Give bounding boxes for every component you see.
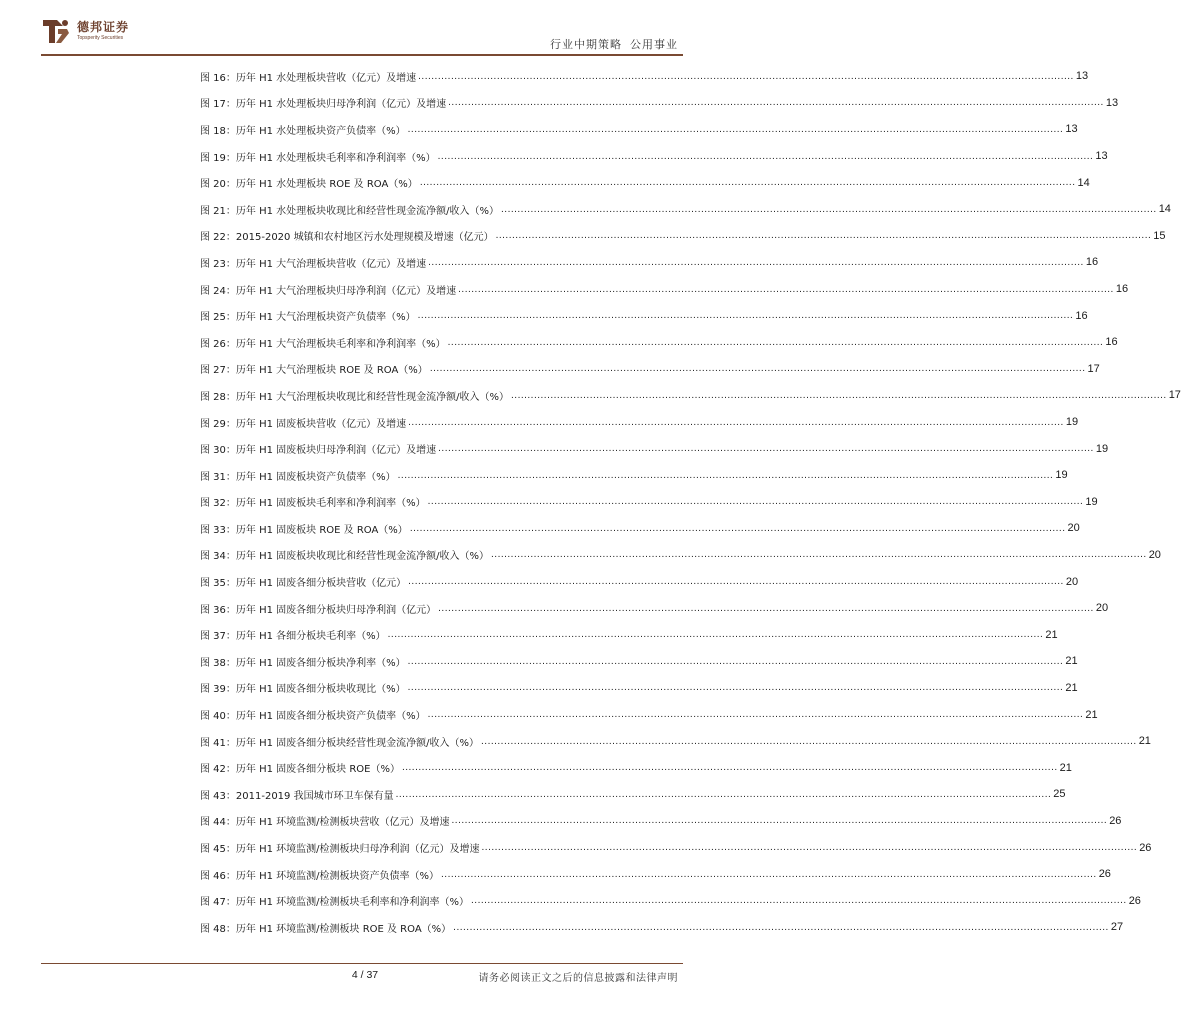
toc-entry-page: 25	[1053, 788, 1066, 801]
toc-leader-dots: ........................................................................................................................................................................................................	[407, 682, 1064, 694]
toc-entry-label: 图 32：历年 H1 固废板块毛利率和净利润率（%）	[200, 498, 426, 510]
toc-entry-label: 图 36：历年 H1 固废各细分板块归母净利润（亿元）	[200, 604, 437, 616]
toc-entry[interactable]	[200, 542, 1161, 569]
toc-entry-page: 16	[1075, 309, 1088, 322]
toc-entry-page: 20	[1065, 575, 1079, 588]
figure-list	[200, 63, 1181, 941]
company-name-en: Topsperity Securities	[77, 35, 124, 41]
toc-leader-dots: ........................................................................................................................................................................................................	[408, 576, 1064, 588]
toc-entry-label: 图 45：历年 H1 环境监测/检测板块归母净利润（亿元）及增速	[200, 844, 480, 856]
toc-entry[interactable]	[200, 595, 1109, 622]
toc-entry[interactable]	[200, 515, 1080, 542]
toc-entry-label: 图 19：历年 H1 水处理板块毛利率和净利润率（%）	[200, 152, 436, 164]
toc-entry-page: 21	[1059, 761, 1072, 774]
toc-entry-label: 图 33：历年 H1 固废板块 ROE 及 ROA（%）	[200, 524, 408, 536]
toc-entry-page: 21	[1065, 655, 1078, 668]
toc-entry[interactable]	[200, 489, 1098, 516]
toc-entry-page: 13	[1105, 96, 1119, 109]
toc-entry[interactable]	[200, 754, 1072, 781]
toc-entry-label: 图 43：2011-2019 我国城市环卫车保有量	[200, 790, 394, 802]
toc-leader-dots: ........................................................................................................................................................................................................	[481, 735, 1137, 747]
toc-entry-page: 27	[1110, 921, 1124, 934]
toc-leader-dots: ........................................................................................................................................................................................................	[428, 256, 1084, 268]
toc-entry-page: 13	[1095, 150, 1108, 163]
toc-leader-dots: ........................................................................................................................................................................................................	[458, 283, 1114, 295]
report-header-label	[550, 36, 678, 52]
toc-leader-dots: ........................................................................................................................................................................................................	[407, 655, 1064, 667]
toc-entry-label: 图 31：历年 H1 固废板块资产负债率（%）	[200, 471, 396, 483]
toc-leader-dots: ........................................................................................................................................................................................................	[419, 177, 1076, 189]
toc-entry-page: 20	[1067, 522, 1080, 535]
toc-entry-page: 16	[1115, 283, 1129, 296]
toc-entry-page: 21	[1045, 628, 1058, 641]
toc-entry-page: 20	[1095, 602, 1109, 615]
toc-entry-label: 图 41：历年 H1 固废各细分板块经营性现金流净额/收入（%）	[200, 737, 480, 749]
toc-entry-page: 26	[1139, 841, 1152, 854]
toc-entry-label: 图 47：历年 H1 环境监测/检测板块毛利率和净利润率（%）	[200, 897, 470, 909]
toc-entry-page: 19	[1095, 442, 1109, 455]
page-number: 4 / 37	[351, 969, 379, 981]
toc-entry[interactable]	[200, 914, 1124, 941]
company-logo-mark-icon	[41, 16, 71, 46]
toc-leader-dots: ........................................................................................................................................................................................................	[437, 150, 1094, 162]
toc-entry[interactable]	[200, 675, 1078, 702]
toc-leader-dots: ........................................................................................................................................................................................................	[427, 496, 1084, 508]
footer-divider	[41, 963, 683, 964]
toc-entry[interactable]	[200, 621, 1058, 648]
toc-entry[interactable]	[200, 302, 1088, 329]
toc-entry[interactable]	[200, 63, 1089, 90]
toc-entry-page: 21	[1065, 681, 1078, 694]
toc-entry[interactable]	[200, 196, 1171, 223]
toc-leader-dots: ........................................................................................................................................................................................................	[441, 868, 1097, 880]
toc-entry-page: 13	[1075, 70, 1089, 83]
toc-leader-dots: ........................................................................................................................................................................................................	[409, 522, 1066, 534]
toc-entry-label: 图 16：历年 H1 水处理板块营收（亿元）及增速	[200, 72, 417, 84]
toc-entry-label: 图 48：历年 H1 环境监测/检测板块 ROE 及 ROA（%）	[200, 923, 452, 935]
toc-entry[interactable]	[200, 435, 1109, 462]
toc-entry-label: 图 44：历年 H1 环境监测/检测板块营收（亿元）及增速	[200, 817, 450, 829]
toc-entry-page: 20	[1148, 548, 1161, 561]
toc-entry-page: 21	[1138, 735, 1151, 748]
toc-entry-label: 图 22：2015-2020 城镇和农村地区污水处理规模及增速（亿元）	[200, 232, 494, 244]
toc-leader-dots: ........................................................................................................................................................................................................	[408, 416, 1064, 428]
toc-entry[interactable]	[200, 462, 1068, 489]
toc-entry-label: 图 39：历年 H1 固废各细分板块收现比（%）	[200, 684, 406, 696]
toc-entry[interactable]	[200, 808, 1122, 835]
toc-entry-label: 图 34：历年 H1 固废板块收现比和经营性现金流净额/收入（%）	[200, 551, 490, 563]
toc-leader-dots: ........................................................................................................................................................................................................	[511, 389, 1167, 401]
toc-entry[interactable]	[200, 169, 1090, 196]
toc-entry[interactable]	[200, 409, 1079, 436]
toc-leader-dots: ........................................................................................................................................................................................................	[418, 70, 1074, 82]
toc-entry[interactable]	[200, 116, 1078, 143]
toc-entry-label: 图 28：历年 H1 大气治理板块收现比和经营性现金流净额/收入（%）	[200, 391, 510, 403]
toc-leader-dots: ........................................................................................................................................................................................................	[453, 921, 1109, 933]
toc-entry-page: 16	[1085, 256, 1099, 269]
toc-leader-dots: ........................................................................................................................................................................................................	[451, 815, 1108, 827]
toc-entry[interactable]	[200, 701, 1098, 728]
toc-entry-label: 图 24：历年 H1 大气治理板块归母净利润（亿元）及增速	[200, 285, 457, 297]
toc-entry-label: 图 26：历年 H1 大气治理板块毛利率和净利润率（%）	[200, 338, 446, 350]
toc-entry-label: 图 29：历年 H1 固废板块营收（亿元）及增速	[200, 418, 407, 430]
toc-leader-dots: ........................................................................................................................................................................................................	[401, 762, 1058, 774]
toc-entry-page: 17	[1168, 389, 1181, 402]
toc-entry-page: 14	[1158, 203, 1171, 216]
toc-entry[interactable]	[200, 90, 1119, 117]
toc-entry[interactable]	[200, 887, 1141, 914]
toc-leader-dots: ........................................................................................................................................................................................................	[417, 310, 1074, 322]
toc-leader-dots: ........................................................................................................................................................................................................	[427, 709, 1084, 721]
toc-entry[interactable]	[200, 356, 1100, 383]
toc-entry[interactable]	[200, 329, 1118, 356]
toc-entry-page: 14	[1077, 176, 1090, 189]
toc-entry-label: 图 38：历年 H1 固废各细分板块净利率（%）	[200, 657, 406, 669]
toc-leader-dots: ........................................................................................................................................................................................................	[387, 629, 1044, 641]
toc-entry[interactable]	[200, 781, 1066, 808]
toc-entry-label: 图 23：历年 H1 大气治理板块营收（亿元）及增速	[200, 258, 427, 270]
company-logo	[41, 16, 129, 46]
toc-entry-page: 26	[1109, 814, 1122, 827]
toc-entry-page: 16	[1105, 336, 1118, 349]
toc-entry-page: 26	[1098, 868, 1111, 881]
toc-leader-dots: ........................................................................................................................................................................................................	[447, 336, 1104, 348]
toc-entry-label: 图 20：历年 H1 水处理板块 ROE 及 ROA（%）	[200, 179, 418, 191]
toc-entry[interactable]	[200, 249, 1099, 276]
toc-entry-page: 17	[1087, 362, 1100, 375]
toc-entry-label: 图 30：历年 H1 固废板块归母净利润（亿元）及增速	[200, 445, 437, 457]
toc-entry[interactable]	[200, 276, 1129, 303]
toc-entry-label: 图 37：历年 H1 各细分板块毛利率（%）	[200, 631, 386, 643]
toc-leader-dots: ........................................................................................................................................................................................................	[491, 549, 1147, 561]
header-divider	[41, 54, 683, 56]
toc-entry[interactable]	[200, 143, 1108, 170]
toc-entry[interactable]	[200, 648, 1078, 675]
toc-leader-dots: ........................................................................................................................................................................................................	[471, 895, 1127, 907]
toc-entry-page: 19	[1085, 495, 1098, 508]
toc-leader-dots: ........................................................................................................................................................................................................	[395, 788, 1052, 800]
toc-entry-label: 图 25：历年 H1 大气治理板块资产负债率（%）	[200, 312, 416, 324]
toc-leader-dots: ........................................................................................................................................................................................................	[438, 443, 1094, 455]
toc-entry-page: 13	[1065, 123, 1078, 136]
toc-leader-dots: ........................................................................................................................................................................................................	[448, 97, 1104, 109]
toc-entry[interactable]	[200, 382, 1181, 409]
toc-entry[interactable]	[200, 834, 1152, 861]
toc-leader-dots: ........................................................................................................................................................................................................	[495, 230, 1152, 242]
toc-entry-page: 19	[1065, 416, 1079, 429]
toc-entry-label: 图 17：历年 H1 水处理板块归母净利润（亿元）及增速	[200, 99, 447, 111]
toc-entry[interactable]	[200, 568, 1079, 595]
toc-entry[interactable]	[200, 861, 1111, 888]
toc-leader-dots: ........................................................................................................................................................................................................	[429, 363, 1086, 375]
toc-leader-dots: ........................................................................................................................................................................................................	[501, 203, 1157, 215]
toc-entry-page: 26	[1128, 894, 1141, 907]
toc-entry-page: 15	[1153, 229, 1166, 242]
toc-leader-dots: ........................................................................................................................................................................................................	[438, 602, 1094, 614]
report-category: 行业中期策略	[550, 38, 622, 51]
toc-entry-label: 图 42：历年 H1 固废各细分板块 ROE（%）	[200, 764, 400, 776]
company-name-cn: 德邦证券	[77, 20, 130, 34]
toc-entry-label: 图 21：历年 H1 水处理板块收现比和经营性现金流净额/收入（%）	[200, 205, 500, 217]
toc-entry-page: 19	[1055, 469, 1068, 482]
toc-leader-dots: ........................................................................................................................................................................................................	[407, 123, 1064, 135]
toc-leader-dots: ........................................................................................................................................................................................................	[397, 469, 1054, 481]
toc-entry-label: 图 40：历年 H1 固废各细分板块资产负债率（%）	[200, 711, 426, 723]
toc-entry-page: 21	[1085, 708, 1098, 721]
toc-entry-label: 图 35：历年 H1 固废各细分板块营收（亿元）	[200, 578, 407, 590]
report-sector: 公用事业	[630, 38, 678, 51]
toc-leader-dots: ........................................................................................................................................................................................................	[481, 842, 1138, 854]
toc-entry-label: 图 46：历年 H1 环境监测/检测板块资产负债率（%）	[200, 870, 440, 882]
toc-entry[interactable]	[200, 223, 1166, 250]
toc-entry[interactable]	[200, 728, 1151, 755]
toc-entry-label: 图 27：历年 H1 大气治理板块 ROE 及 ROA（%）	[200, 365, 428, 377]
footer-disclaimer: 请务必阅读正文之后的信息披露和法律声明	[478, 973, 678, 984]
toc-entry-label: 图 18：历年 H1 水处理板块资产负债率（%）	[200, 125, 406, 137]
